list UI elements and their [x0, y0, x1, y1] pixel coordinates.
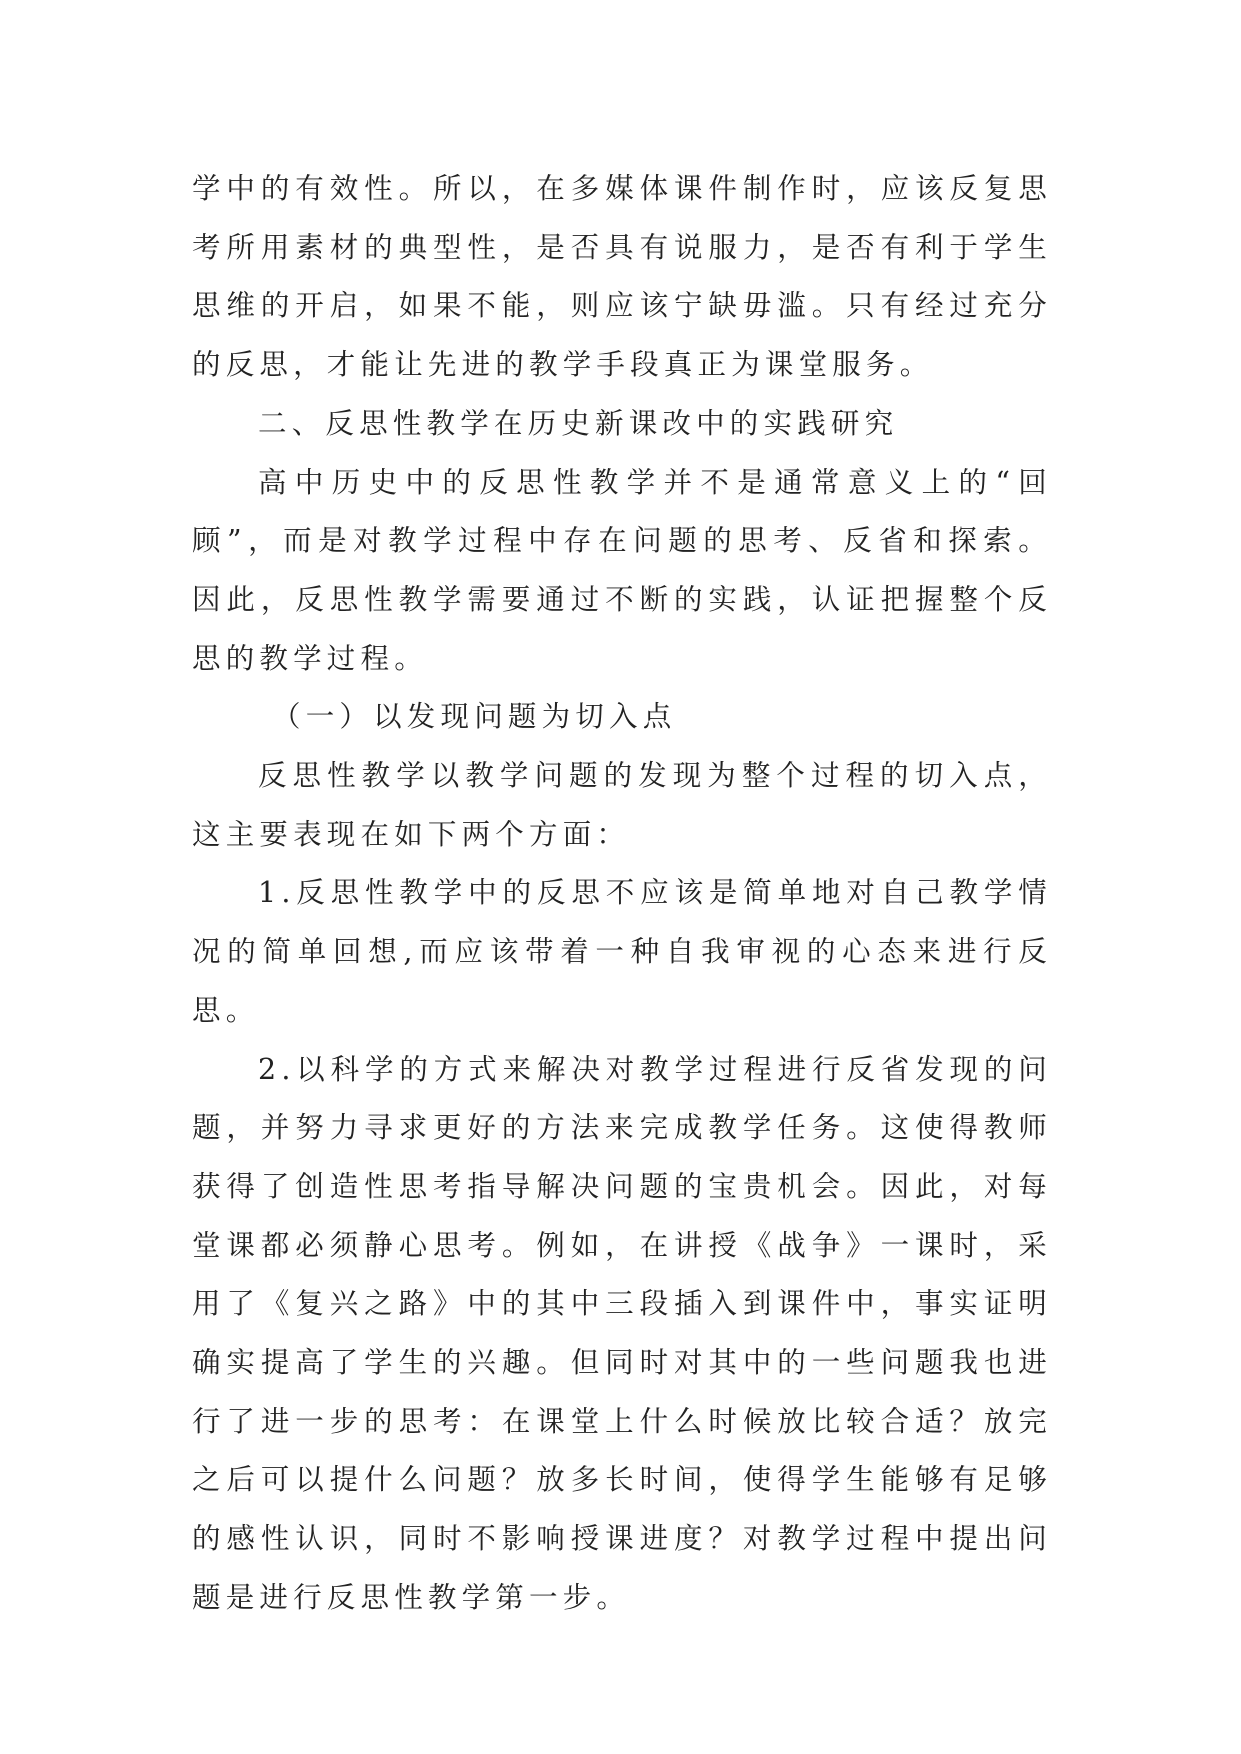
section-heading-2: 二、反思性教学在历史新课改中的实践研究: [258, 406, 899, 440]
subsection-heading-1: （一）以发现问题为切入点: [272, 700, 677, 734]
paragraph-5: 反思性教学以教学问题的发现为整个过程的切入点，这主要表现在如下两个方面：: [192, 759, 1052, 851]
paragraph-1: 学中的有效性。所以，在多媒体课件制作时，应该反复思考所用素材的典型性，是否具有说服力，是否有利于学生思维的开启，如果不能，则应该宁缺毋滥。只有经过充分的反思，才能让先进的教学手段真正为课堂服务。: [192, 172, 1052, 382]
document-body: [192, 160, 1052, 1628]
list-item-1: 1.反思性教学中的反思不应该是简单地对自己教学情况的简单回想,而应该带着一种自我审视的心态来进行反思。: [192, 876, 1052, 1027]
list-item-2: 2.以科学的方式来解决对教学过程进行反省发现的问题，并努力寻求更好的方法来完成教学任务。这使得教师获得了创造性思考指导解决问题的宝贵机会。因此，对每堂课都必须静心思考。例如，在讲授《战争》一课时，采用了《复兴之路》中的其中三段插入到课件中，事实证明确实提高了学生的兴趣。但同时对其中的一些问题我也进行了进一步的思考：在课堂上什么时候放比较合适？放完之后可以提什么问题？放多长时间，使得学生能够有足够的感性认识，同时不影响授课进度？对教学过程中提出问题是进行反思性教学第一步。: [192, 1052, 1052, 1614]
paragraph-3: 高中历史中的反思性教学并不是通常意义上的“回顾”，而是对教学过程中存在问题的思考、反省和探索。因此，反思性教学需要通过不断的实践，认证把握整个反思的教学过程。: [192, 465, 1052, 675]
